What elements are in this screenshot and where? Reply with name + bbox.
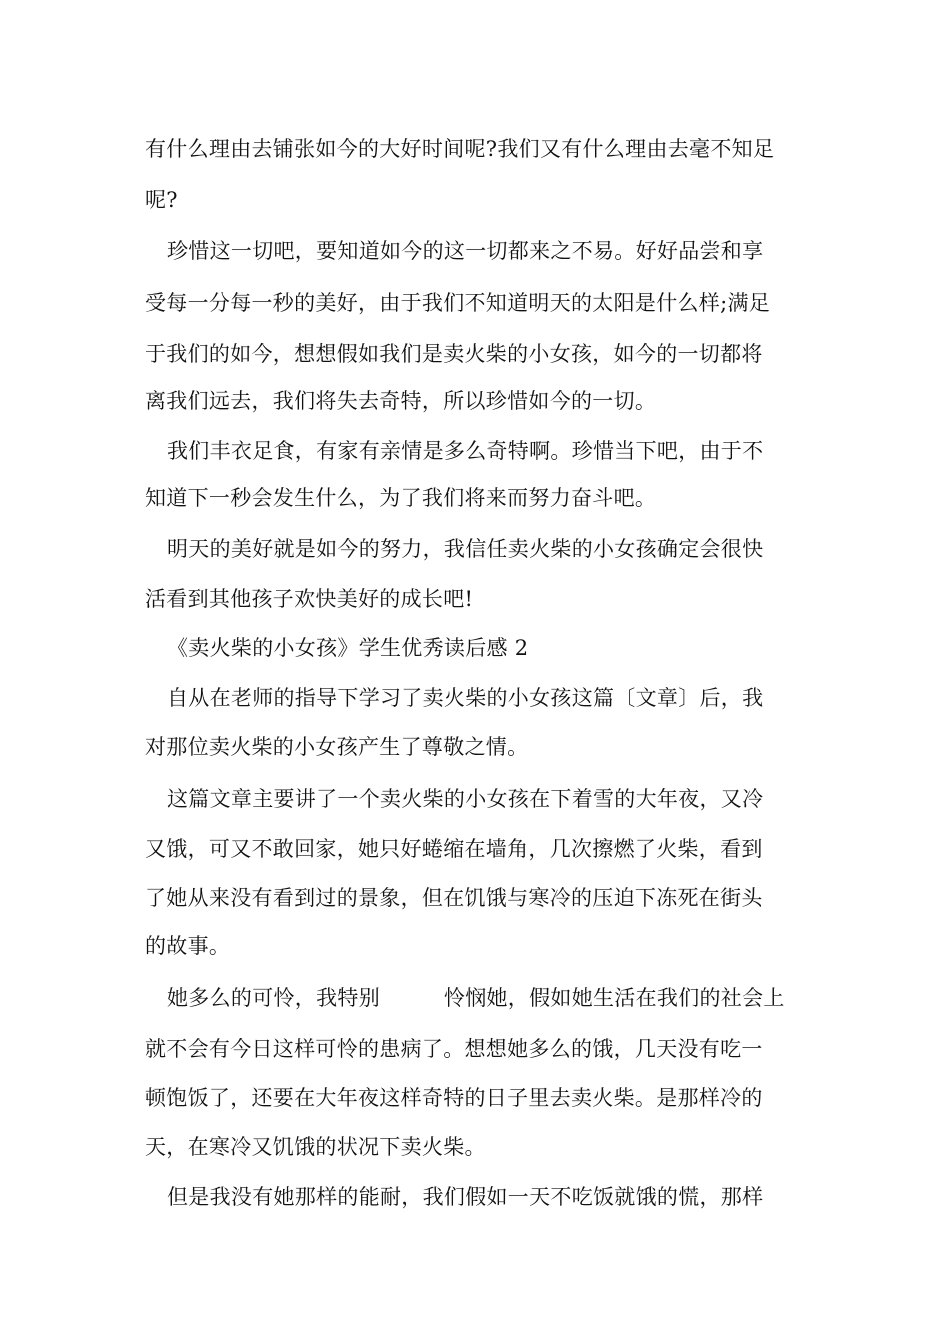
text-line: 有什么理由去铺张如今的大好时间呢?我们又有什么理由去毫不知足 bbox=[145, 137, 775, 161]
text-line: 对那位卖火柴的小女孩产生了尊敬之情。 bbox=[145, 735, 529, 759]
text-line: 的故事。 bbox=[145, 934, 231, 958]
paragraph-start-line: 我们丰衣足食，有家有亲情是多么奇特啊。珍惜当下吧，由于不 bbox=[167, 439, 764, 463]
paragraph-start-line: 珍惜这一切吧，要知道如今的这一切都来之不易。好好品尝和享 bbox=[167, 239, 764, 263]
text-line: 知道下一秒会发生什么，为了我们将来而努力奋斗吧。 bbox=[145, 486, 657, 510]
text-line: 了她从来没有看到过的景象，但在饥饿与寒冷的压迫下冻死在街头 bbox=[145, 886, 763, 910]
text-line: 就不会有今日这样可怜的患病了。想想她多么的饿，几天没有吃一 bbox=[145, 1037, 763, 1061]
paragraph-start-line: 她多么的可怜，我特别 怜悯她，假如她生活在我们的社会上 bbox=[167, 986, 785, 1010]
text-line: 离我们远去，我们将失去奇特，所以珍惜如今的一切。 bbox=[145, 389, 657, 413]
paragraph-start-line: 自从在老师的指导下学习了卖火柴的小女孩这篇〔文章〕后，我 bbox=[167, 686, 764, 710]
paragraph-start-line: 但是我没有她那样的能耐，我们假如一天不吃饭就饿的慌，那样 bbox=[167, 1185, 764, 1209]
text-line: 顿饱饭了，还要在大年夜这样奇特的日子里去卖火柴。是那样冷的 bbox=[145, 1086, 763, 1110]
text-line: 于我们的如今，想想假如我们是卖火柴的小女孩，如今的一切都将 bbox=[145, 342, 763, 366]
text-line: 天，在寒冷又饥饿的状况下卖火柴。 bbox=[145, 1135, 486, 1159]
section-heading: 《卖火柴的小女孩》学生优秀读后感 2 bbox=[167, 636, 529, 660]
text-line: 呢? bbox=[145, 188, 178, 212]
text-line: 又饿，可又不敢回家，她只好蜷缩在墙角，几次擦燃了火柴，看到 bbox=[145, 837, 763, 861]
text-line: 活看到其他孩子欢快美好的成长吧! bbox=[145, 587, 474, 611]
text-line: 受每一分每一秒的美好，由于我们不知道明天的太阳是什么样;满足 bbox=[145, 291, 771, 315]
paragraph-start-line: 明天的美好就是如今的努力，我信任卖火柴的小女孩确定会很快 bbox=[167, 537, 764, 561]
paragraph-start-line: 这篇文章主要讲了一个卖火柴的小女孩在下着雪的大年夜，又冷 bbox=[167, 787, 764, 811]
